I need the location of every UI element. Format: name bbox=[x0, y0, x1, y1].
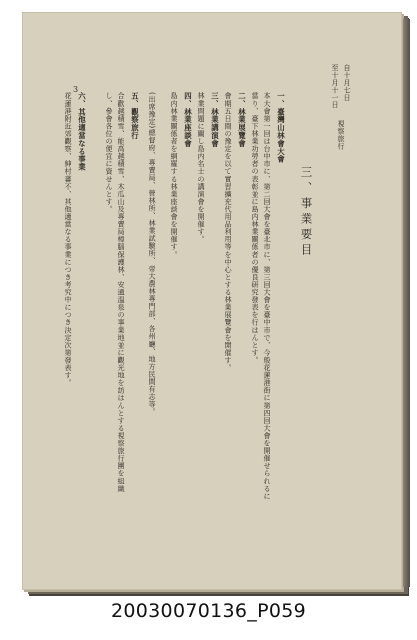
image-caption: 20030070136_P059 bbox=[111, 600, 306, 622]
section-5-line-1: 合歡越積雪、能高越積雪、木瓜山及專賣局樟腦保護林、安通溫泉の事業地並に觀光地を訪はんとする視察旅行團を組織 bbox=[117, 92, 127, 493]
section-heading-6: 六、其他適當なる事業 bbox=[77, 92, 87, 171]
section-heading-2: 二、林業展覽會 bbox=[237, 92, 247, 148]
section-heading-4: 四、林業座談會 bbox=[183, 92, 193, 148]
page-number: 3 bbox=[73, 85, 79, 94]
section-1-line-1: 本大會第一回は台中市に、第二回大會を臺北市に、第三回大會を臺中市で、今般花蓮港街に第四回大會を開催せられるに bbox=[263, 92, 273, 500]
section-6-line-1: 花蓮港附近郊觀察、紳村蕃不、其他適當なる事業につき考究中につき決定次第發表す。 bbox=[64, 92, 74, 387]
section-1-line-2: 當り、臺下林業功勞者の表彰並に島内林業關係者の優良研究發表を行はんとす。 bbox=[251, 92, 261, 364]
section-heading-3: 三、林業講演會 bbox=[210, 92, 220, 148]
page-title: 三、事業要目 bbox=[299, 166, 314, 259]
section-3-line-1: 林業問題に關し島内名士の講演會を開催す。 bbox=[197, 92, 207, 243]
section-4-line-1: 島内林業關係者を網羅する林業座談會を開催す。 bbox=[170, 92, 180, 259]
section-heading-1: 一、臺灣山林會大會 bbox=[276, 92, 286, 164]
section-5-attendees: (出席豫定)總督府、專賣局、營林所、林業試驗所、帝大農林專門部、各州廳、地方民間有志等。 bbox=[148, 92, 158, 416]
section-heading-5: 五、觀察旅行 bbox=[130, 92, 140, 140]
date-range-from: 自十月七日 bbox=[343, 64, 351, 101]
header-label: 視察旅行 bbox=[337, 120, 345, 150]
date-range-to: 至十月十一日 bbox=[331, 64, 339, 109]
section-2-line-1: 會期五日間の豫定を以て實習擴充代用品利用等を中心とする林業展覽會を開催す。 bbox=[224, 92, 234, 372]
section-5-line-2: し、參會各位の便宜に資せんとす。 bbox=[105, 92, 115, 213]
